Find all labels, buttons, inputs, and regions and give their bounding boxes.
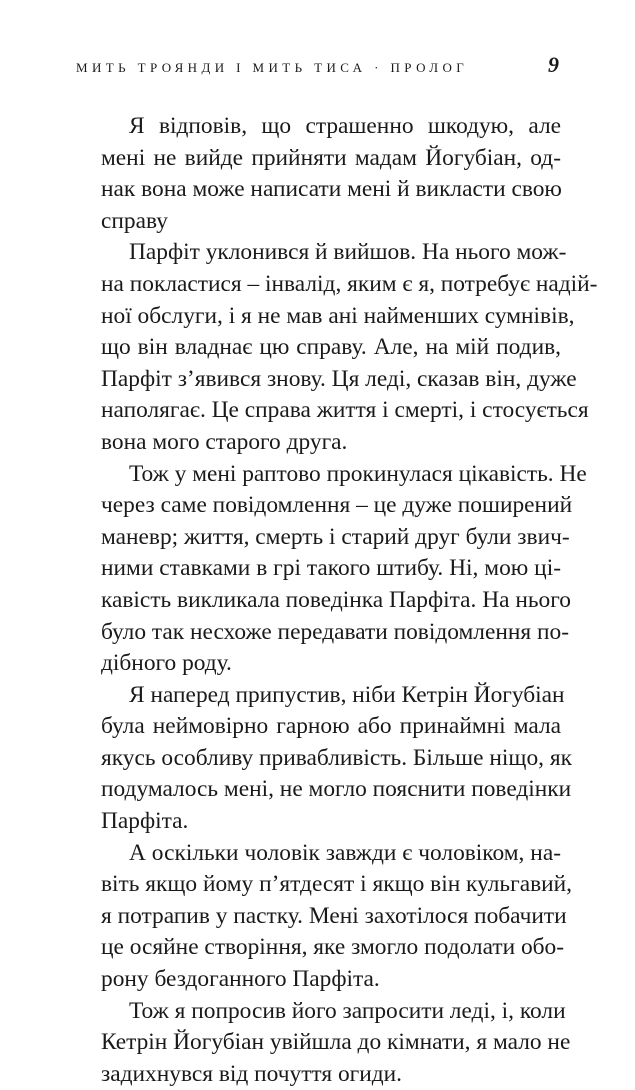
text-line: Тож у мені раптово прокинулася цікавість. Не — [129, 460, 587, 487]
text-line: дібного роду. — [101, 650, 232, 677]
text-line: ної обслуги, і я не мав ані найменших сумнівів, — [101, 302, 575, 329]
text-line: справу — [101, 207, 168, 234]
text-line: подумалось мені, не могло пояснити поведінки — [101, 776, 572, 803]
text-line: кавість викликала поведінка Парфіта. На нього — [101, 586, 571, 613]
text-line: Парфіт уклонився й вийшов. На нього мож- — [129, 239, 567, 266]
text-line: А оскільки чоловік завжди є чоловіком, на- — [129, 839, 561, 866]
text-line: Тож я попросив його запросити леді, і, коли — [129, 997, 566, 1024]
text-line: ними ставками в грі такого штибу. Ні, мою ці- — [101, 555, 561, 582]
text-line: Кетрін Йогубіан увійшла до кімнати, я мало не — [101, 1029, 571, 1056]
text-line: Парфіта. — [101, 808, 189, 835]
text-line: що він владнає цю справу. Але, на мій подив, — [101, 334, 561, 361]
text-line: було так несхоже передавати повідомлення по- — [101, 618, 570, 645]
text-line: якусь особливу привабливість. Більше ніщо, як — [101, 744, 572, 771]
text-line: задихнувся від почуття огиди. — [101, 1060, 403, 1087]
text-line: це осяйне створіння, яке змогло подолати обо- — [101, 934, 565, 961]
text-line: Я наперед припустив, ніби Кетрін Йогубіан — [129, 681, 565, 708]
text-line: віть якщо йому п’ятдесят і якщо він кульгавий, — [101, 871, 572, 898]
page-number: 9 — [548, 52, 559, 77]
text-line: мені не вийде прийняти мадам Йогубіан, од- — [101, 144, 561, 171]
body-text — [101, 111, 598, 1090]
text-line: через саме повідомлення – це дуже поширений — [101, 492, 573, 519]
text-line: нак вона може написати мені й викласти свою — [101, 176, 562, 203]
running-title: МИТЬ ТРОЯНДИ І МИТЬ ТИСА · ПРОЛОГ — [76, 60, 469, 75]
text-line: рону бездоганного Парфіта. — [101, 966, 380, 993]
text-line: наполягає. Це справа життя і смерті, і стосується — [101, 397, 589, 424]
text-line: Парфіт з’явився знову. Ця леді, сказав він, дуже — [101, 365, 577, 392]
text-line: Я відповів, що страшенно шкодую, але — [129, 113, 561, 139]
text-line: була неймовірно гарною або принаймні мала — [101, 713, 561, 740]
text-line: вона мого старого друга. — [101, 428, 348, 455]
text-line: я потрапив у пастку. Мені захотілося побачити — [101, 902, 567, 929]
running-header — [76, 52, 559, 76]
text-line: маневр; життя, смерть і старий друг були звич- — [101, 523, 570, 550]
text-line: на покластися – інвалід, яким є я, потребує надій- — [101, 270, 598, 297]
